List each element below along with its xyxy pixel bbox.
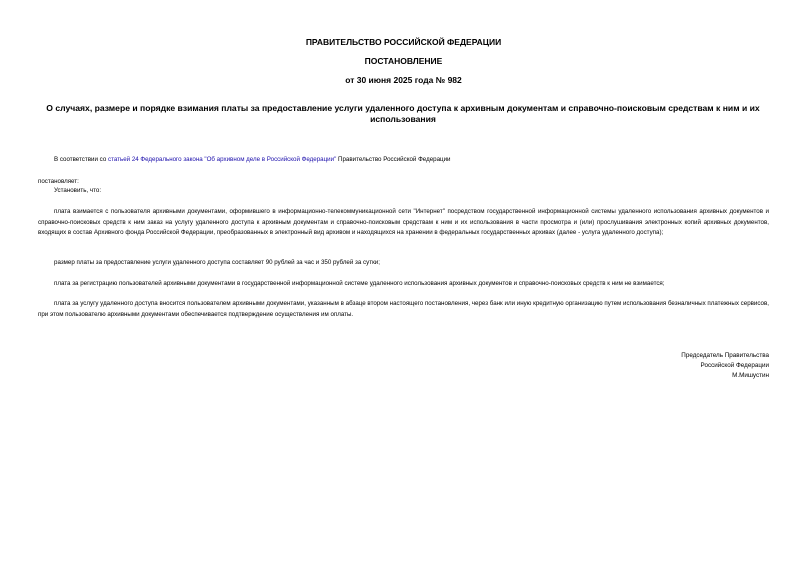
signature-block — [681, 351, 769, 382]
document-type: ПОСТАНОВЛЕНИЕ — [364, 56, 443, 66]
signatory-position-line2: Российской Федерации — [700, 362, 769, 370]
law-article-link[interactable]: статьей 24 Федерального закона "Об архивном деле в Российской Федерации" — [107, 156, 337, 163]
government-heading: ПРАВИТЕЛЬСТВО РОССИЙСКОЙ ФЕДЕРАЦИИ — [305, 37, 502, 47]
paragraph-payment-method: плата за услугу удаленного доступа вносится пользователем архивными документами, указанным в абзаце втором настоящего постановления, через банк или иную кредитную организацию путем использования безналичных платежных сервисов, при этом пользователю архивными документами обеспечивается подтверждение осуществления им оплаты. — [38, 300, 769, 318]
preamble — [38, 155, 769, 166]
establish-text: Установить, что: — [54, 187, 102, 194]
decides-text: постановляет: — [38, 178, 79, 185]
preamble-text-after: Правительство Российской Федерации — [336, 156, 451, 163]
document-date-number: от 30 июня 2025 года № 982 — [345, 75, 462, 85]
document-title: О случаях, размере и порядке взимания платы за предоставление услуги удаленного доступа к архивным документам и справочно-поисковым средствам к ним и их использования — [46, 103, 760, 124]
paragraph-fee-applicability: плата взимается с пользователя архивными документами, оформившего в информационно-телекоммуникационной сети "Интернет" посредством государственной информационной системы удаленного использования архивных документов и справочно-поисковых средств к ним заказ на услугу удаленного доступа к архивным документам и справочно-поисковым средствам к ним и их использования в части просмотра и (или) прослушивания электронных копий архивных документов, входящих в состав Архивного фонда Российской Федерации, преобразованных в электронный вид архивом и находящихся на хранении в федеральных государственных архивах (далее - услуга удаленного доступа); — [38, 208, 769, 237]
preamble-text-before: В соответствии со — [54, 156, 108, 163]
paragraph-registration-free: плата за регистрацию пользователей архивными документами в государственной информационной системе удаленного использования архивных документов и справочно-поисковых средств к ним не взимается; — [54, 280, 665, 287]
paragraph-fee-amount: размер платы за предоставление услуги удаленного доступа составляет 90 рублей за час и 350 рублей за сутки; — [54, 259, 380, 266]
signatory-name: М.Мишустин — [732, 372, 769, 380]
signatory-position-line1: Председатель Правительства — [681, 352, 769, 359]
